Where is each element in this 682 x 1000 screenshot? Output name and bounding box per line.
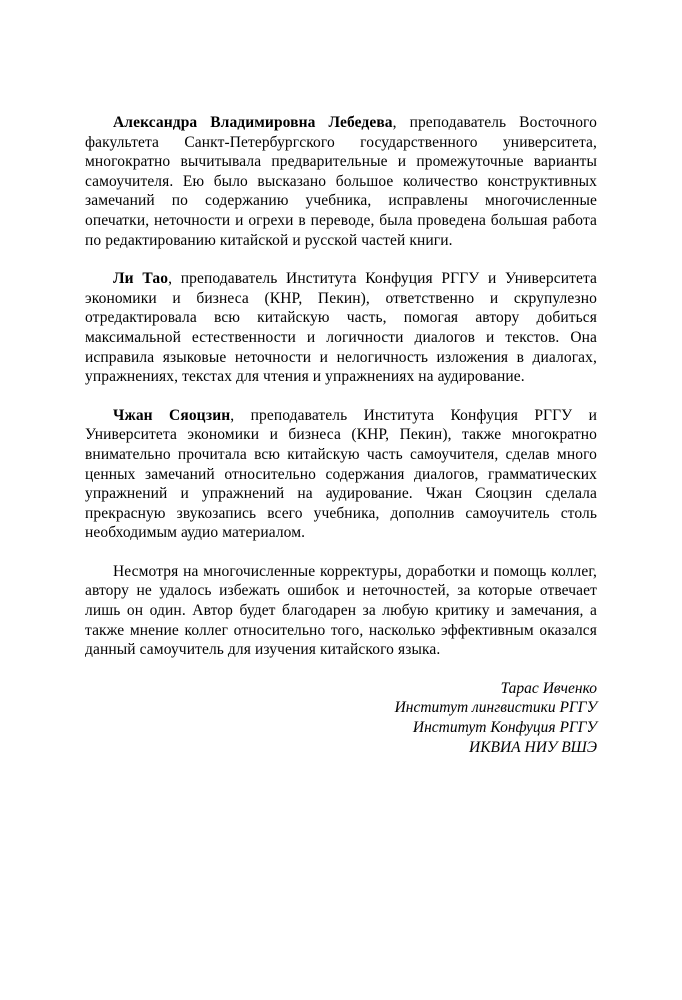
signature-author: Тарас Ивченко — [500, 679, 597, 697]
paragraph-text: , преподаватель Восточного факультета Санкт-Петербургского государственного университета, многократно вычитывала предварительные и промежуточные варианты самоучителя. Ею было высказано большое количество конструктивных замечаний по содержанию учебника, исправлены многочисленные опечатки, неточности и огрехи в переводе, была проведена большая работа по редактированию китайской и русской частей книги. — [85, 114, 597, 249]
signature-ikvia: ИКВИА НИУ ВШЭ — [469, 738, 597, 756]
paragraph-closing — [85, 562, 597, 660]
paragraph-text: , преподаватель Института Конфуция РГГУ и Университета экономики и бизнеса (КНР, Пекин), также многократно внимательно прочитала всю китайскую часть самоучителя, сделав много ценных замечаний относительно содержания диалогов, грамматических упражнений и упражнений на аудирование. Чжан Сяоцзин сделала прекрасную звукозапись всего учебника, дополнив самоучитель столь необходимым аудио материалом. — [85, 406, 597, 542]
author-name-bold: Александра Владимировна Лебедева — [113, 114, 393, 131]
signature-institute-linguistics: Институт лингвистики РГГУ — [394, 699, 597, 717]
signature-block — [85, 679, 597, 757]
paragraph-li-tao — [85, 269, 597, 387]
text-block — [85, 113, 597, 757]
signature-institute-confucius: Институт Конфуция РГГУ — [412, 719, 597, 737]
author-name-bold: Ли Тао — [113, 270, 169, 288]
paragraph-text: Несмотря на многочисленные корректуры, доработки и помощь коллег, автору не удалось избежать ошибок и неточностей, за которые отвечает лишь он один. Автор будет благодарен за любую критику и замечания, а также мнение коллег относительно того, насколько эффективным оказался данный самоучитель для изучения китайского языка. — [85, 562, 597, 659]
paragraph-text: , преподаватель Института Конфуция РГГУ и Университета экономики и бизнеса (КНР, Пекин), ответственно и скрупулезно отредактировала всю китайскую часть, помогая автору добиться максимальной естественности и логичности диалогов и текстов. Она исправила языковые неточности и нелогичность изложения в диалогах, упражнениях, текстах для чтения и упражнениях на аудирование. — [85, 270, 597, 386]
paragraph-lebedeva — [85, 113, 597, 250]
author-name-bold: Чжан Сяоцзин — [113, 406, 231, 424]
paragraph-zhang-xiaojin — [85, 406, 597, 543]
